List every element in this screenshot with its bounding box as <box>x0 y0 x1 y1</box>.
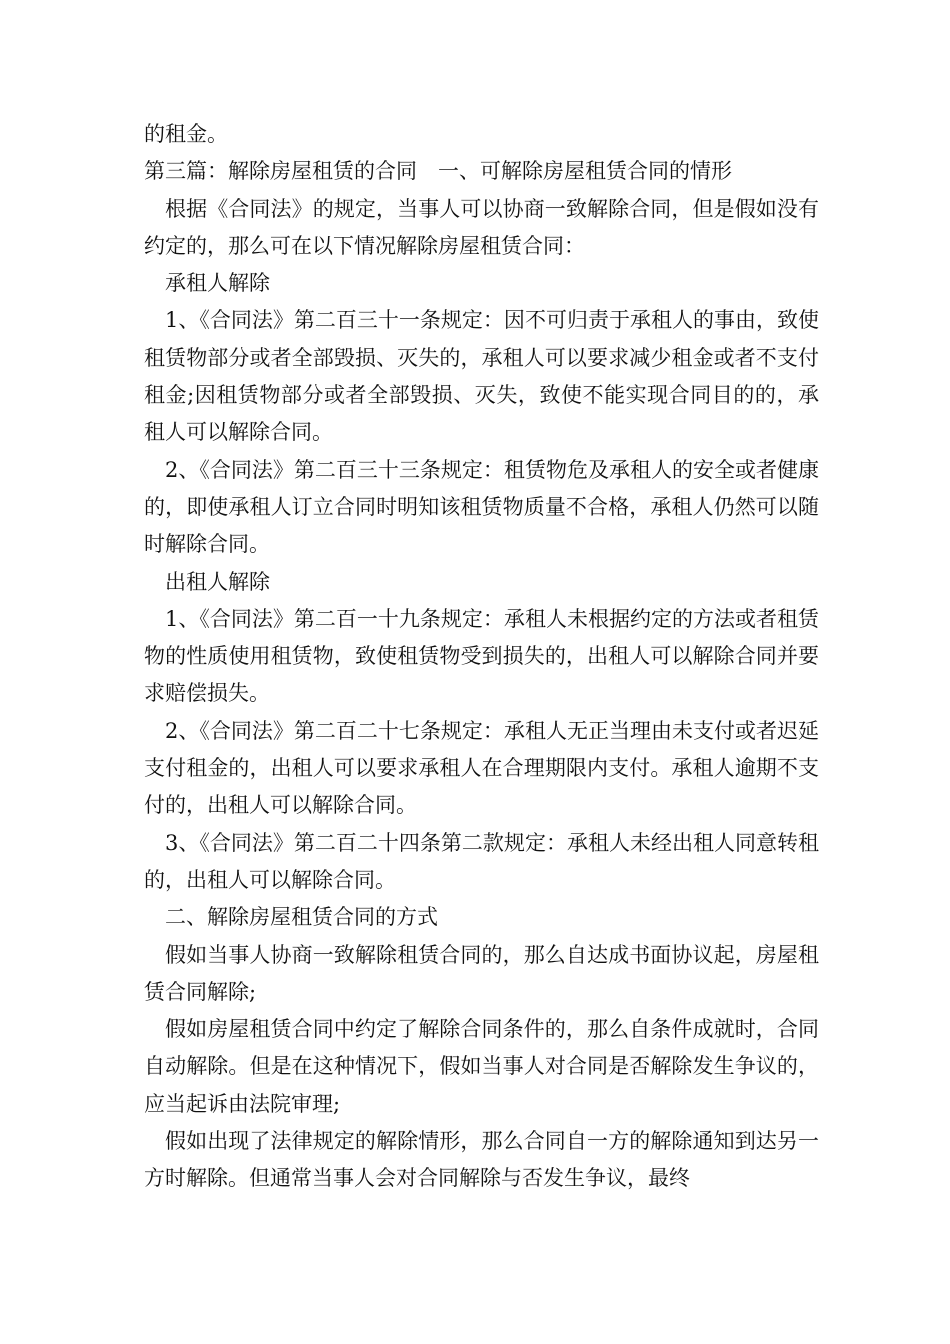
clause-landlord-3: 3、《合同法》第二百二十四条第二款规定：承租人未经出租人同意转租的，出租人可以解除合同。 <box>144 830 819 892</box>
clause-landlord-1: 1、《合同法》第二百一十九条规定：承租人未根据约定的方法或者租赁物的性质使用租赁物，致使租赁物受到损失的，出租人可以解除合同并要求赔偿损失。 <box>144 606 819 706</box>
paragraph-method-agreement: 假如当事人协商一致解除租赁合同的，那么自达成书面协议起，房屋租赁合同解除; <box>144 942 819 1004</box>
paragraph-intro: 根据《合同法》的规定，当事人可以协商一致解除合同，但是假如没有约定的，那么可在以下情况解除房屋租赁合同： <box>144 196 819 258</box>
section-heading-methods: 二、解除房屋租赁合同的方式 <box>165 905 438 930</box>
clause-tenant-2: 2、《合同法》第二百三十三条规定：租赁物危及承租人的安全或者健康的，即使承租人订立合同时明知该租赁物质量不合格，承租人仍然可以随时解除合同。 <box>144 457 819 557</box>
paragraph-method-notice: 假如出现了法律规定的解除情形，那么合同自一方的解除通知到达另一方时解除。但通常当事人会对合同解除与否发生争议，最终 <box>144 1129 819 1191</box>
subheading-tenant-termination: 承租人解除 <box>165 271 270 296</box>
section-heading: 第三篇：解除房屋租赁的合同 一、可解除房屋租赁合同的情形 <box>144 159 732 184</box>
subheading-landlord-termination: 出租人解除 <box>165 569 270 594</box>
document-body <box>144 116 819 1198</box>
paragraph-method-condition: 假如房屋租赁合同中约定了解除合同条件的，那么自条件成就时，合同自动解除。但是在这种情况下，假如当事人对合同是否解除发生争议的，应当起诉由法院审理; <box>144 1017 819 1116</box>
clause-tenant-1: 1、《合同法》第二百三十一条规定：因不可归责于承租人的事由，致使租赁物部分或者全部毁损、灭失的，承租人可以要求减少租金或者不支付租金;因租赁物部分或者全部毁损、灭失，致使不能实现合同目的的，承租人可以解除合同。 <box>144 308 819 445</box>
clause-landlord-2: 2、《合同法》第二百二十七条规定：承租人无正当理由未支付或者迟延支付租金的，出租人可以要求承租人在合理期限内支付。承租人逾期不支付的，出租人可以解除合同。 <box>144 718 819 818</box>
paragraph-continuation: 的租金。 <box>144 122 228 146</box>
